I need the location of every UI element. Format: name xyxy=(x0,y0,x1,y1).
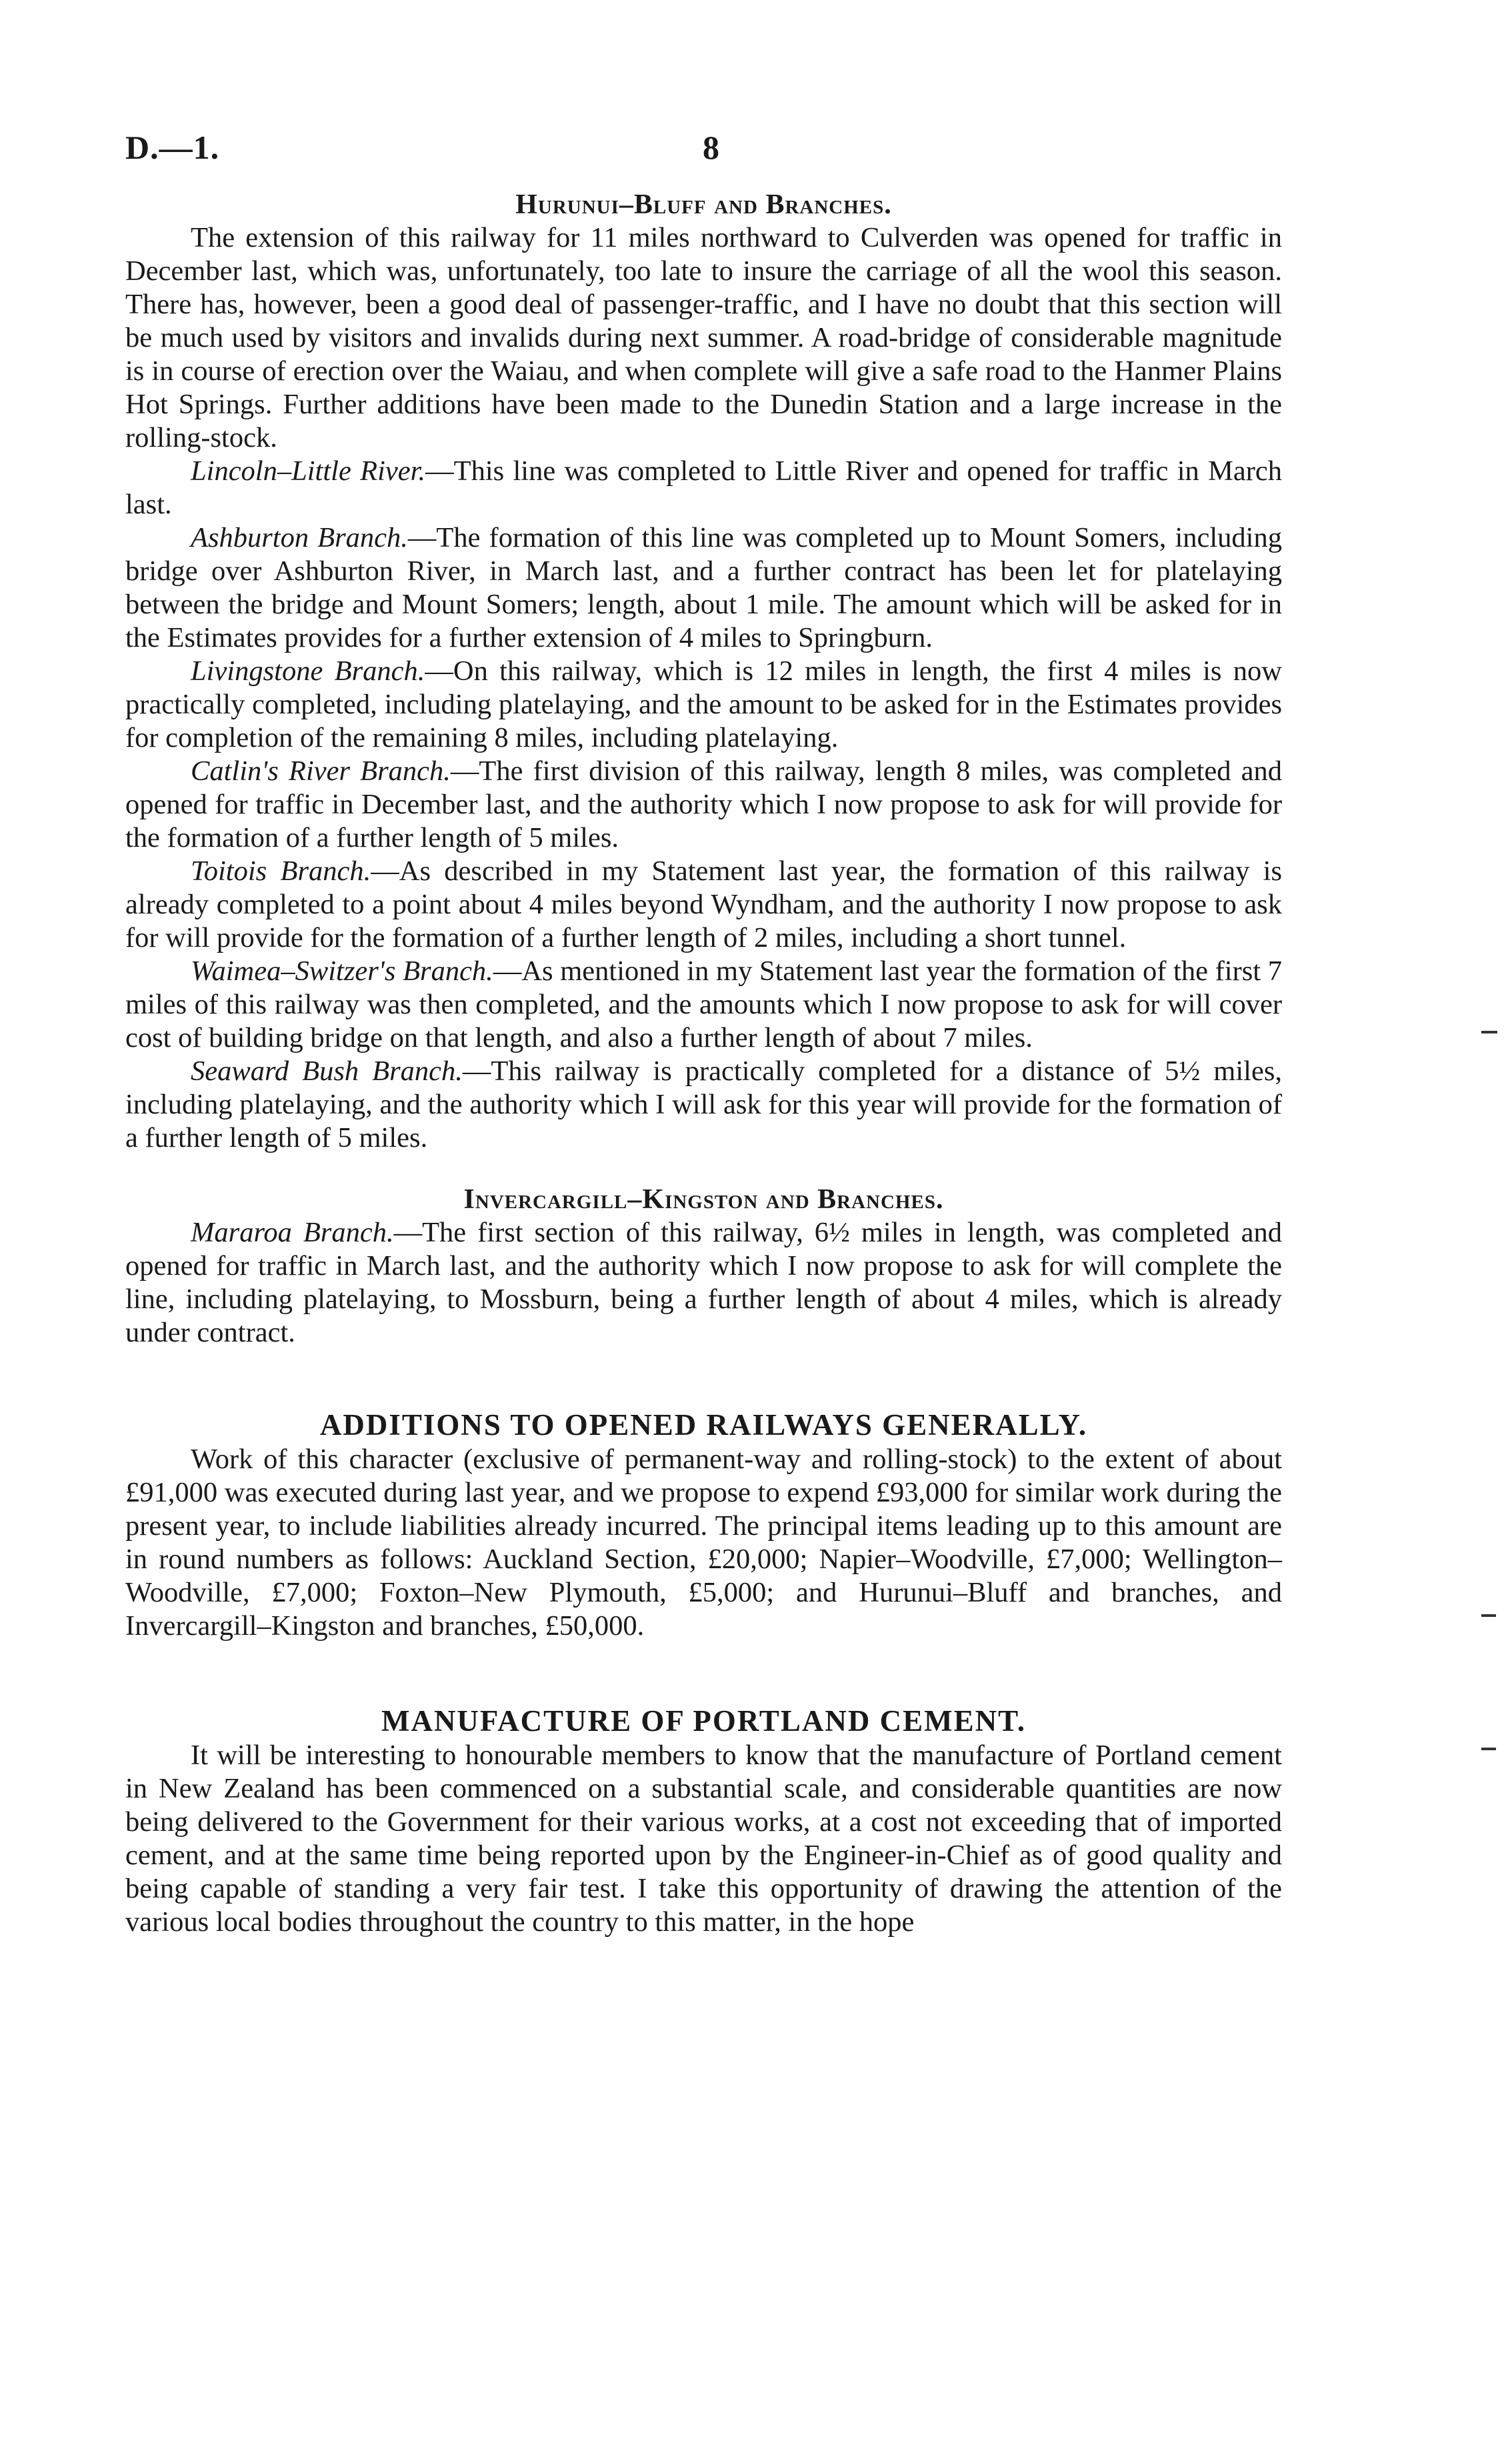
paragraph-additions: Work of this character (exclusive of permanent-way and rolling-stock) to the extent of about £91,000 was executed during last year, and we propose to expend £93,000 for similar work during the present year, to include liabilities already incurred. The principal items leading up to this amount are in round numbers as follows: Auckland Section, £20,000; Napier–Woodville, £7,000; Wellington–Woodville, £7,000; Foxton–New Plymouth, £5,000; and Hurunui–Bluff and branches, and Invercargill–Kingston and branches, £50,000. xyxy=(125,1444,1282,1642)
item-text: —As mentioned in my Statement last year the formation of the first 7 miles of this railway was then completed, and the amounts which I now propose to ask for will cover cost of building bridge on that length, and also a further length of about 7 miles. xyxy=(125,955,1282,1053)
body-text xyxy=(125,188,1282,1939)
section-heading-additions: ADDITIONS TO OPENED RAILWAYS GENERALLY. xyxy=(319,1408,1088,1442)
item-text: —The first division of this railway, length 8 miles, was completed and opened for traffic in December last, and the authority which I now propose to ask for will provide for the formation of a further length of 5 miles. xyxy=(125,755,1282,853)
paragraph-catlins-river-branch xyxy=(125,755,1282,855)
document-code: D.—1. xyxy=(125,129,220,166)
margin-mark xyxy=(1481,1748,1496,1750)
item-title: Livingstone Branch. xyxy=(191,655,425,687)
item-text: —On this railway, which is 12 miles in length, the first 4 miles is now practically completed, including platelaying, and the amount to be asked for in the Estimates provides for completion of the remaining 8 miles, including platelaying. xyxy=(125,655,1282,753)
item-text: —The formation of this line was completed up to Mount Somers, including bridge over Ashburton River, in March last, and a further contract has been let for platelaying between the bridge and Mount Somers; length, about 1 mile. The amount which will be asked for in the Estimates provides for a further extension of 4 miles to Springburn. xyxy=(125,522,1282,653)
item-title: Catlin's River Branch. xyxy=(191,755,451,787)
paragraph-waimea-switzers-branch xyxy=(125,955,1282,1055)
paragraph-ashburton-branch xyxy=(125,521,1282,655)
paragraph-toitois-branch xyxy=(125,855,1282,955)
item-title: Lincoln–Little River. xyxy=(191,455,426,487)
paragraph-lincoln-little-river xyxy=(125,455,1282,521)
paragraph-seaward-bush-branch xyxy=(125,1055,1282,1155)
item-title: Seaward Bush Branch. xyxy=(191,1055,463,1087)
item-text: —As described in my Statement last year, the formation of this railway is already completed to a point about 4 miles beyond Wyndham, and the authority I now propose to ask for will provide for the formation of a further length of 2 miles, including a short tunnel. xyxy=(125,855,1283,953)
item-title: Ashburton Branch. xyxy=(191,522,408,553)
page-number: 8 xyxy=(703,129,719,166)
paragraph-cement: It will be interesting to honourable members to know that the manufacture of Portland cement in New Zealand has been commenced on a substantial scale, and considerable quantities are now being delivered to the Government for their various works, at a cost not exceeding that of imported cement, and at the same time being reported upon by the Engineer-in-Chief as of good quality and being capable of standing a very fair test. I take this opportunity of drawing the attention of the various local bodies throughout the country to this matter, in the hope xyxy=(125,1740,1282,1938)
section-heading-invercargill: Invercargill–Kingston and Branches. xyxy=(463,1184,944,1215)
section-heading-cement: MANUFACTURE OF PORTLAND CEMENT. xyxy=(381,1704,1027,1738)
paragraph-livingstone-branch xyxy=(125,655,1282,755)
item-title: Toitois Branch. xyxy=(191,855,371,887)
paragraph-hurunui-intro: The extension of this railway for 11 miles northward to Culverden was opened for traffic in December last, which was, unfortunately, too late to insure the carriage of all the wool this season. There has, however, been a good deal of passenger-traffic, and I have no doubt that this section will be much used by visitors and invalids during next summer. A road-bridge of considerable magnitude is in course of erection over the Waiau, and when complete will give a safe road to the Hanmer Plains Hot Springs. Further additions have been made to the Dunedin Station and a large increase in the rolling-stock. xyxy=(125,222,1282,453)
section-heading-hurunui: Hurunui–Bluff and Branches. xyxy=(515,189,892,220)
item-text: —This railway is practically completed for a distance of 5½ miles, including platelaying, and the authority which I will ask for this year will provide for the formation of a further length of 5 miles. xyxy=(125,1055,1282,1153)
margin-mark xyxy=(1481,1031,1497,1033)
item-title: Mararoa Branch. xyxy=(191,1217,394,1248)
item-title: Waimea–Switzer's Branch. xyxy=(191,955,493,987)
item-text: —This line was completed to Little River and opened for traffic in March last. xyxy=(125,455,1283,520)
running-header xyxy=(125,128,1279,168)
margin-mark xyxy=(1481,1614,1496,1617)
paragraph-mararoa-branch xyxy=(125,1216,1282,1350)
item-text: —The first section of this railway, 6½ miles in length, was completed and opened for traffic in March last, and the authority which I now propose to ask for will complete the line, including platelaying, to Mossburn, being a further length of about 4 miles, which is already under contract. xyxy=(125,1217,1282,1348)
